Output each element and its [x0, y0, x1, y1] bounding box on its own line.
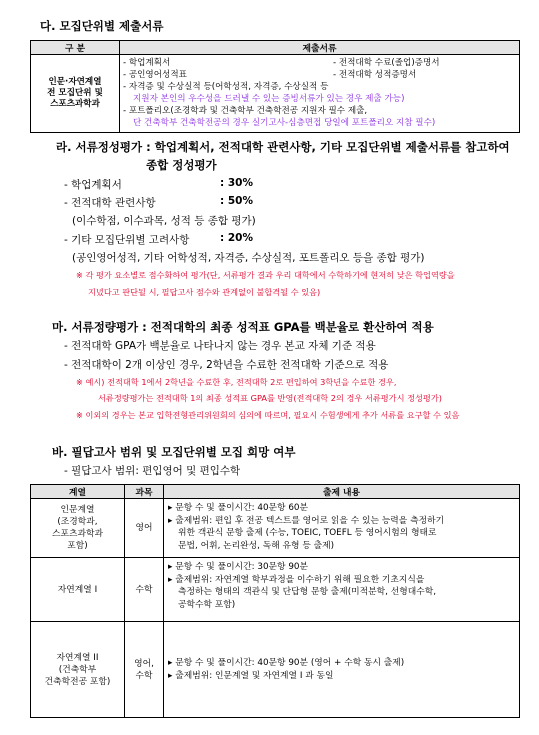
section-ba-title: 바. 필답고사 범위 및 모집단위별 모집 희망 여부: [52, 445, 296, 459]
documents-cell: [120, 55, 520, 133]
subject-cell: 수학: [125, 558, 164, 622]
section-ma-title: 마. 서류정량평가 : 전적대학의 최종 성적표 GPA를 백분율로 환산하여 적용: [52, 320, 434, 334]
header-category: 구 분: [31, 41, 120, 55]
header-subject: 과목: [125, 485, 164, 499]
ma-item: - 전적대학 GPA가 백분율로 나타나지 않는 경우 본교 자체 기준 적용: [64, 340, 376, 352]
ra-item-value: : 30%: [220, 177, 253, 189]
group-line: 건축학전공 포함): [44, 676, 111, 687]
table-row: [31, 499, 520, 558]
doc-item: - 학업계획서: [123, 58, 171, 68]
doc-item-detail: 지원자 본인의 우수성을 드러낼 수 있는 증빙서류가 있는 경우 제출 가능): [133, 94, 405, 104]
section-da-title: 다. 모집단위별 제출서류: [40, 19, 164, 33]
doc-item: - 포트폴리오(조경학과 및 건축학부 건축학전공 지원자 필수 제출,: [123, 106, 368, 116]
content-line: ▸ 문항 수 및 풀이시간: 30문항 90분: [168, 562, 309, 572]
table-row: [31, 558, 520, 622]
content-line: 공학수학 포함): [178, 599, 236, 610]
doc-row: [123, 57, 516, 69]
ra-item-label: - 전적대학 관련사항: [64, 197, 156, 209]
content-line: 문법, 어휘, 논리완성, 독해 유형 등 출제): [178, 540, 335, 551]
doc-item: - 전적대학 수료(졸업)증명서: [333, 58, 440, 68]
section-ra-title-cont: 종합 정성평가: [146, 158, 217, 172]
doc-row: [123, 69, 516, 81]
doc-item-detail: 단 건축학부 건축학전공의 경우 실기고사-심층면접 당일에 포트폴리오 지참 필수): [133, 118, 436, 128]
ra-item-sub: (이수학점, 이수과목, 성적 등 종합 평가): [72, 215, 256, 227]
ma-note-cont: 서류정량평가는 전적대학 1의 최종 성적표 GPA를 반영(전적대학 2의 경우 서류평가시 정성평가): [98, 393, 442, 403]
category-line: 전 모집단위 및: [47, 88, 103, 98]
doc-item: - 자격증 및 수상실적 등(어학성적, 자격증, 수상실적 등: [123, 82, 329, 92]
header-content: 출제 내용: [164, 485, 520, 499]
content-line: ▸ 출제범위: 인문계열 및 자연계열 I 과 동일: [168, 670, 334, 681]
content-cell: [164, 622, 520, 718]
content-line: ▸ 문항 수 및 풀이시간: 40문항 60분: [168, 503, 309, 513]
ra-note-cont: 지녔다고 판단될 시, 필답고사 점수와 관계없이 불합격될 수 있음): [88, 287, 321, 297]
content-line: ▸ 문항 수 및 풀이시간: 40문항 90분 (영어 + 수학 동시 출제): [168, 657, 405, 668]
subject-cell: 영어: [125, 499, 164, 558]
exam-table: [30, 484, 520, 718]
ra-item-sub: (공인영어성적, 기타 어학성적, 자격증, 수상실적, 포트폴리오 등을 종합 평가): [72, 252, 425, 264]
ma-note: ※ 이외의 경우는 본교 입학전형관리위원회의 심의에 따르며, 필요시 수험생에게 추가 서류를 요구할 수 있음: [76, 410, 460, 420]
content-line: 측정하는 형태의 객관식 및 단답형 문항 출제(미적분학, 선형대수학,: [178, 587, 437, 598]
category-line: 스포츠과학과: [50, 99, 100, 109]
group-cell: [31, 499, 125, 558]
group-line: (조경학과,: [57, 517, 98, 527]
ma-note: ※ 예시) 전적대학 1에서 2학년을 수료한 후, 전적대학 2로 편입하여 3학년을 수료한 경우,: [76, 377, 397, 387]
subject-cell: [125, 622, 164, 718]
subject-line: 영어,: [134, 658, 154, 669]
doc-item: - 공인영어성적표: [123, 70, 187, 80]
header-documents: 제출서류: [120, 41, 520, 55]
group-line: 자연계열 II: [56, 652, 99, 663]
documents-table: [30, 40, 520, 133]
content-line: ▸ 출제범위: 편입 후 전공 텍스트를 영어로 읽을 수 있는 능력을 측정하기: [168, 515, 445, 526]
ma-item: - 전적대학이 2개 이상인 경우, 2학년을 수료한 전적대학 기준으로 적용: [64, 359, 389, 371]
ba-item: - 필답고사 범위: 편입영어 및 편입수학: [64, 465, 241, 477]
group-line: (건축학부: [58, 664, 97, 675]
category-line: 인문·자연계열: [48, 77, 102, 87]
ra-note: ※ 각 평가 요소별로 점수화하여 평가(단, 서류평가 결과 우리 대학에서 수학하기에 현저히 낮은 학업역량을: [76, 270, 455, 280]
group-cell: 자연계열 I: [31, 558, 125, 622]
group-cell: [31, 622, 125, 718]
content-line: ▸ 출제범위: 자연계열 학부과정을 이수하기 위해 필요한 기초지식을: [168, 574, 425, 585]
ra-item-label: - 학업계획서: [64, 179, 122, 191]
content-cell: [164, 558, 520, 622]
category-cell: [31, 55, 120, 133]
content-line: 위한 객관식 문항 출제 (수능, TOEIC, TOEFL 등 영어시험의 형태로: [178, 528, 437, 539]
section-ra-title: 라. 서류정성평가 : 학업계획서, 전적대학 관련사항, 기타 모집단위별 제출서류를 참고하여: [56, 140, 510, 154]
ra-item-label: - 기타 모집단위별 고려사항: [64, 234, 190, 246]
ra-item-value: : 20%: [220, 232, 253, 244]
content-cell: [164, 499, 520, 558]
ra-item-value: : 50%: [220, 195, 253, 207]
group-line: 스포츠과학과: [52, 529, 103, 539]
table-row: [31, 622, 520, 718]
subject-line: 수학: [135, 670, 153, 681]
group-line: 인문계열: [60, 505, 95, 515]
doc-item: - 전적대학 성적증명서: [333, 70, 417, 80]
header-group: 계열: [31, 485, 125, 499]
group-line: 포함): [67, 541, 88, 551]
